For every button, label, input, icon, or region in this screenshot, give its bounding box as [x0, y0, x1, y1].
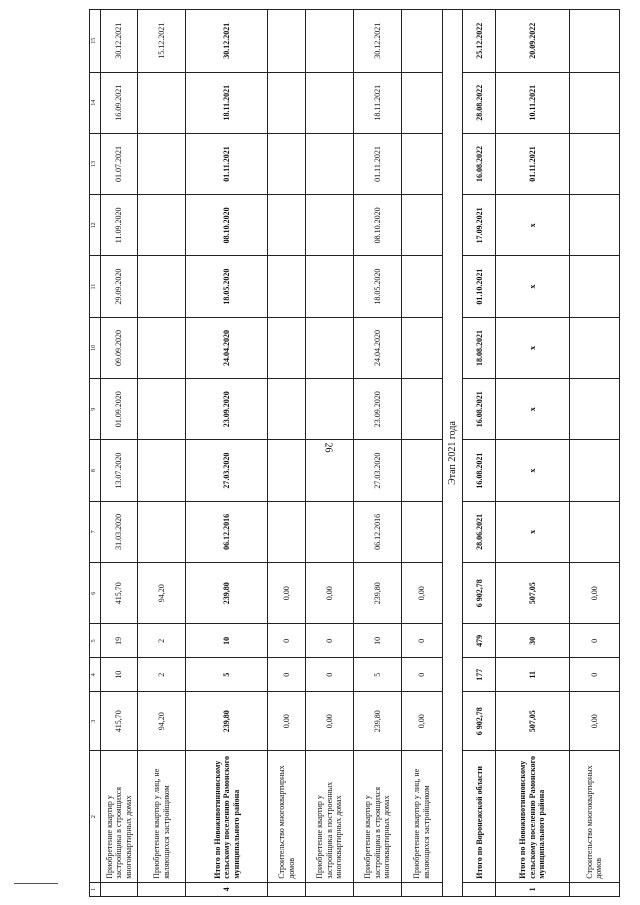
value-cell: 94,20 [138, 563, 186, 624]
value-cell [305, 133, 353, 194]
header-row [90, 10, 101, 897]
value-cell [138, 440, 186, 501]
value-cell: 415,70 [100, 563, 137, 624]
row-number-cell [569, 882, 619, 896]
value-cell: 0 [569, 624, 619, 658]
value-cell [402, 195, 443, 256]
value-cell: 01.11.2021 [496, 133, 569, 194]
row-name-cell: Итого по Воронежской области [463, 751, 496, 882]
scan-edge-mark [14, 883, 58, 884]
value-cell: 2 [138, 624, 186, 658]
value-cell: 23.09.2020 [353, 379, 401, 440]
header-cell: 7 [90, 501, 101, 562]
value-cell: 6 902,78 [463, 692, 496, 751]
value-cell: 13.07.2020 [100, 440, 137, 501]
value-cell: 10 [353, 624, 401, 658]
value-cell: 11.09.2020 [100, 195, 137, 256]
value-cell: 16.08.2021 [463, 379, 496, 440]
value-cell: 0,00 [569, 692, 619, 751]
value-cell: 09.09.2020 [100, 317, 137, 378]
row-name-cell: Приобретение квартир у застройщика в построенных многоквартирных домах [305, 751, 353, 882]
value-cell: 16.08.2021 [463, 440, 496, 501]
value-cell: 17.09.2021 [463, 195, 496, 256]
header-cell: 8 [90, 440, 101, 501]
value-cell [305, 256, 353, 317]
row-name-cell: Строительство многоквартирных домов [569, 751, 619, 882]
value-cell: 30 [496, 624, 569, 658]
value-cell: 25.12.2022 [463, 10, 496, 73]
value-cell: 0 [268, 658, 305, 692]
value-cell [305, 195, 353, 256]
value-cell: 0,00 [268, 563, 305, 624]
value-cell: 28.06.2021 [463, 501, 496, 562]
value-cell [569, 379, 619, 440]
header-cell: 2 [90, 751, 101, 882]
value-cell [268, 440, 305, 501]
row-number-cell: 1 [496, 882, 569, 896]
value-cell [138, 133, 186, 194]
header-cell: 4 [90, 658, 101, 692]
table-row [305, 10, 353, 897]
value-cell [268, 256, 305, 317]
header-cell: 14 [90, 72, 101, 133]
header-cell: 9 [90, 379, 101, 440]
value-cell [305, 10, 353, 73]
value-cell [268, 379, 305, 440]
header-cell: 1 [90, 882, 101, 896]
row-name-cell: Приобретение квартир у лиц, не являющихся застройщиком [138, 751, 186, 882]
value-cell [305, 72, 353, 133]
value-cell [402, 501, 443, 562]
value-cell: 0,00 [402, 563, 443, 624]
value-cell [569, 133, 619, 194]
value-cell: 5 [353, 658, 401, 692]
header-cell: 11 [90, 256, 101, 317]
value-cell: 01.11.2021 [186, 133, 268, 194]
value-cell [268, 72, 305, 133]
stage-label: Этап 2021 года [442, 10, 463, 897]
value-cell: 239,80 [186, 692, 268, 751]
row-number-cell [402, 882, 443, 896]
value-cell: 0,00 [402, 692, 443, 751]
row-number-cell [100, 882, 137, 896]
value-cell: 18.05.2020 [353, 256, 401, 317]
table-row [186, 10, 268, 897]
value-cell [402, 256, 443, 317]
value-cell: 31.03.2020 [100, 501, 137, 562]
value-cell [569, 440, 619, 501]
value-cell: 94,20 [138, 692, 186, 751]
value-cell: x [496, 256, 569, 317]
value-cell: x [496, 501, 569, 562]
value-cell [402, 379, 443, 440]
value-cell: 18.08.2021 [463, 317, 496, 378]
table-row [138, 10, 186, 897]
table-row [569, 10, 619, 897]
value-cell: 18.05.2020 [186, 256, 268, 317]
value-cell [402, 10, 443, 73]
value-cell: 0 [402, 658, 443, 692]
value-cell: 11 [496, 658, 569, 692]
value-cell: 24.04.2020 [186, 317, 268, 378]
value-cell [402, 440, 443, 501]
value-cell [305, 317, 353, 378]
value-cell: 30.12.2021 [100, 10, 137, 73]
value-cell: 01.07.2021 [100, 133, 137, 194]
value-cell [268, 317, 305, 378]
table-row [353, 10, 401, 897]
value-cell: 479 [463, 624, 496, 658]
value-cell: 0 [305, 624, 353, 658]
value-cell: 0 [268, 624, 305, 658]
value-cell: 30.12.2021 [186, 10, 268, 73]
row-number-cell [268, 882, 305, 896]
page-number: 26 [322, 442, 334, 453]
header-cell: 15 [90, 10, 101, 73]
value-cell: 23.09.2020 [186, 379, 268, 440]
value-cell: 20.09.2022 [496, 10, 569, 73]
value-cell [138, 317, 186, 378]
value-cell: 507,05 [496, 563, 569, 624]
value-cell [569, 10, 619, 73]
value-cell: 0,00 [268, 692, 305, 751]
value-cell [268, 501, 305, 562]
header-cell: 12 [90, 195, 101, 256]
value-cell: 239,80 [353, 563, 401, 624]
value-cell: 28.08.2022 [463, 72, 496, 133]
value-cell [138, 501, 186, 562]
value-cell: x [496, 379, 569, 440]
value-cell [138, 379, 186, 440]
row-number-cell: 4 [186, 882, 268, 896]
value-cell: 0,00 [569, 563, 619, 624]
row-name-cell: Строительство многоквартирных домов [268, 751, 305, 882]
value-cell: 08.10.2020 [186, 195, 268, 256]
value-cell: x [496, 440, 569, 501]
row-number-cell [305, 882, 353, 896]
row-number-cell [463, 882, 496, 896]
value-cell [402, 72, 443, 133]
row-name-cell: Приобретение квартир у лиц, не являющихся застройщиком [402, 751, 443, 882]
value-cell: 507,05 [496, 692, 569, 751]
value-cell [402, 317, 443, 378]
value-cell [569, 72, 619, 133]
value-cell: 415,70 [100, 692, 137, 751]
value-cell [138, 256, 186, 317]
table-row [268, 10, 305, 897]
value-cell [402, 133, 443, 194]
value-cell: 10.11.2021 [496, 72, 569, 133]
value-cell: 18.11.2021 [353, 72, 401, 133]
header-cell: 5 [90, 624, 101, 658]
value-cell: 06.12.2016 [186, 501, 268, 562]
value-cell: 15.12.2021 [138, 10, 186, 73]
value-cell [138, 72, 186, 133]
value-cell: 5 [186, 658, 268, 692]
value-cell: 01.11.2021 [353, 133, 401, 194]
value-cell: 08.10.2020 [353, 195, 401, 256]
value-cell: 10 [186, 624, 268, 658]
value-cell: 0,00 [305, 692, 353, 751]
value-cell: 0,00 [305, 563, 353, 624]
value-cell: 27.03.2020 [353, 440, 401, 501]
value-cell: x [496, 195, 569, 256]
row-name-cell: Итого по Новоживотинновскому сельскому поселению Рамонского муниципального района [496, 751, 569, 882]
value-cell: 239,80 [353, 692, 401, 751]
value-cell: 01.09.2020 [100, 379, 137, 440]
value-cell: 24.04.2020 [353, 317, 401, 378]
row-name-cell: Итого по Новоживотинновскому сельскому поселению Рамонского муниципального района [186, 751, 268, 882]
table-row [402, 10, 443, 897]
value-cell: x [496, 317, 569, 378]
stage-row [442, 10, 463, 897]
value-cell: 29.09.2020 [100, 256, 137, 317]
value-cell: 239,80 [186, 563, 268, 624]
value-cell: 19 [100, 624, 137, 658]
value-cell [268, 195, 305, 256]
header-cell: 6 [90, 563, 101, 624]
value-cell: 0 [305, 658, 353, 692]
header-cell: 10 [90, 317, 101, 378]
value-cell [305, 379, 353, 440]
value-cell: 06.12.2016 [353, 501, 401, 562]
table-row [100, 10, 137, 897]
value-cell: 30.12.2021 [353, 10, 401, 73]
value-cell [569, 256, 619, 317]
value-cell: 16.09.2021 [100, 72, 137, 133]
data-table [89, 9, 620, 897]
row-number-cell [353, 882, 401, 896]
value-cell [569, 195, 619, 256]
value-cell [268, 133, 305, 194]
value-cell: 27.03.2020 [186, 440, 268, 501]
table-row [496, 10, 569, 897]
value-cell [569, 317, 619, 378]
header-cell: 3 [90, 692, 101, 751]
value-cell [268, 10, 305, 73]
value-cell: 177 [463, 658, 496, 692]
value-cell [305, 501, 353, 562]
value-cell: 10 [100, 658, 137, 692]
header-cell: 13 [90, 133, 101, 194]
value-cell [138, 195, 186, 256]
value-cell: 0 [402, 624, 443, 658]
value-cell: 16.08.2022 [463, 133, 496, 194]
value-cell: 18.11.2021 [186, 72, 268, 133]
rotated-table-wrapper [89, 9, 620, 897]
value-cell: 0 [569, 658, 619, 692]
value-cell [305, 440, 353, 501]
value-cell: 2 [138, 658, 186, 692]
value-cell: 6 902,78 [463, 563, 496, 624]
table-body [90, 10, 620, 897]
row-name-cell: Приобретение квартир у застройщика в строящихся многоквартирных домах [100, 751, 137, 882]
table-row [463, 10, 496, 897]
value-cell [569, 501, 619, 562]
value-cell: 01.10.2021 [463, 256, 496, 317]
row-number-cell [138, 882, 186, 896]
row-name-cell: Приобретение квартир у застройщика в строящихся многоквартирных домах [353, 751, 401, 882]
